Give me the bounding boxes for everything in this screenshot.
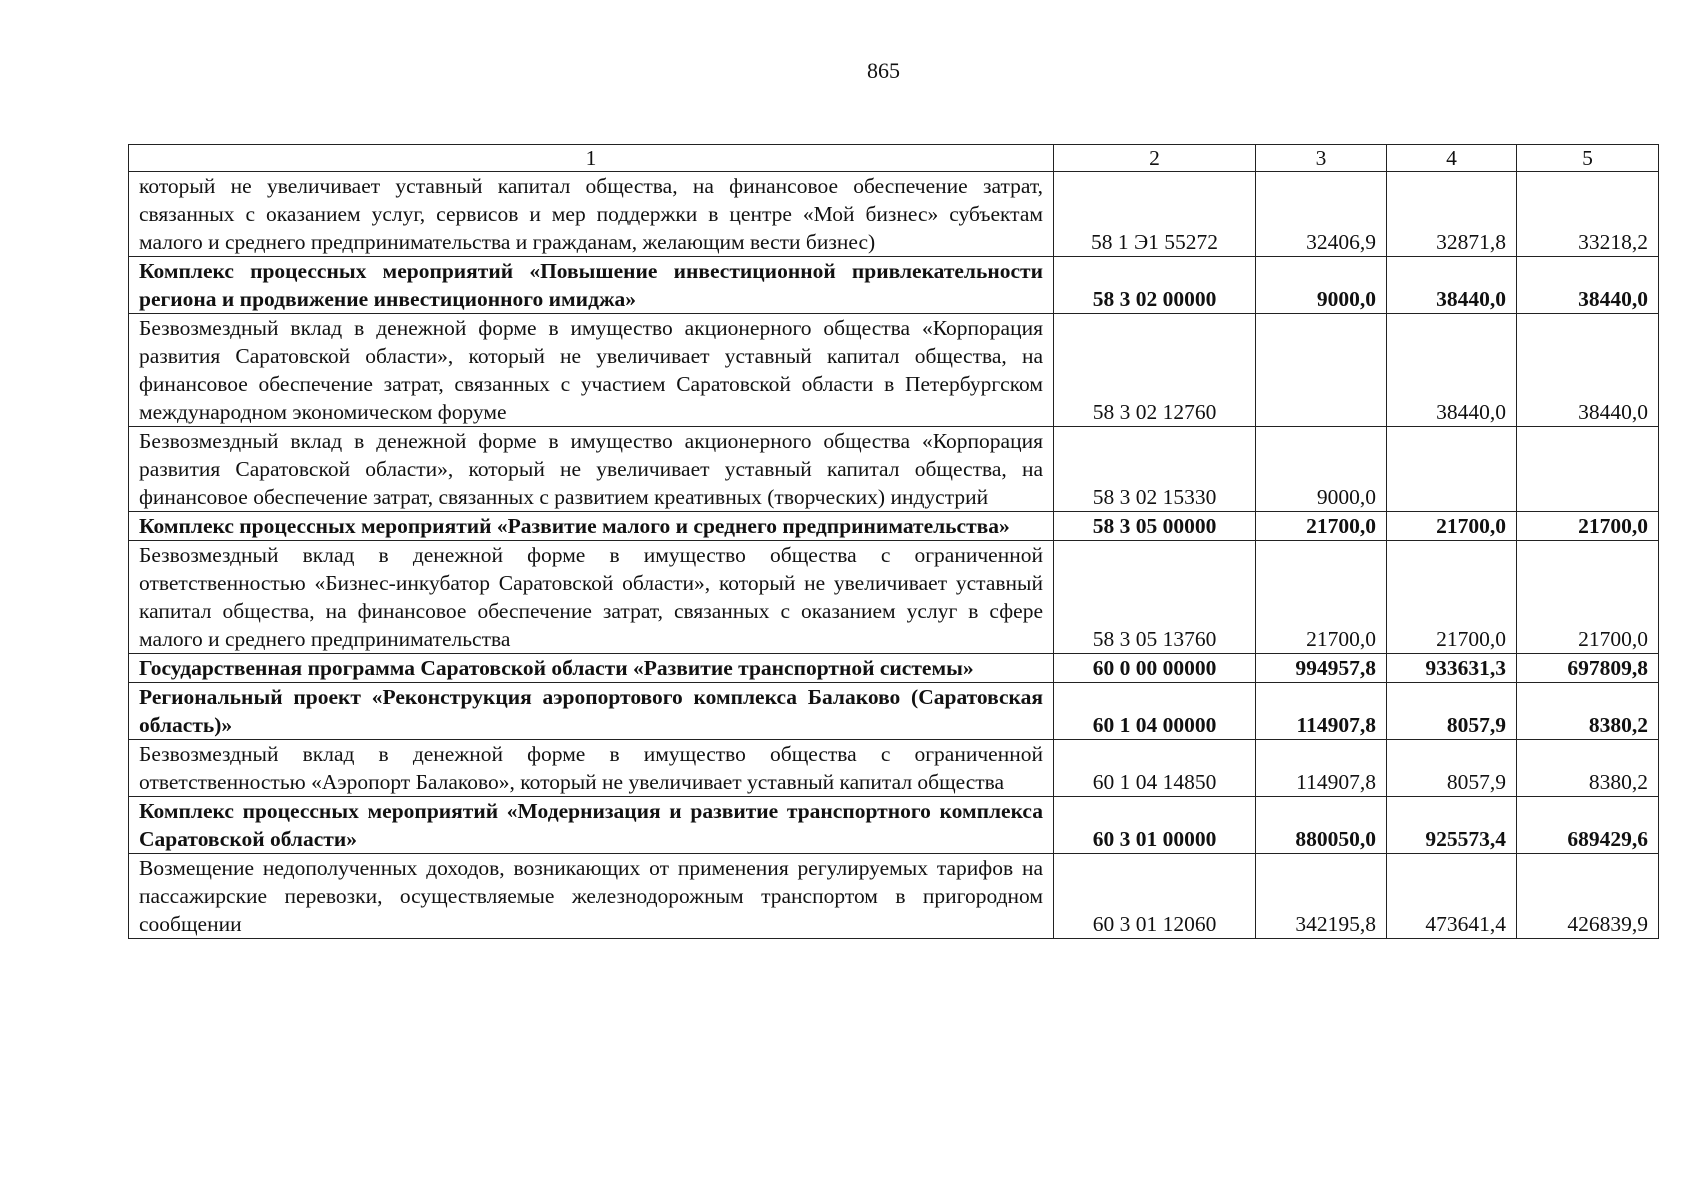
table-row xyxy=(129,854,1659,939)
column-header-3: 3 xyxy=(1256,145,1387,172)
classification-code: 60 1 04 00000 xyxy=(1054,683,1256,740)
table-body xyxy=(129,172,1659,939)
amount-col5: 21700,0 xyxy=(1517,512,1659,541)
amount-col5: 38440,0 xyxy=(1517,257,1659,314)
amount-col5: 21700,0 xyxy=(1517,541,1659,654)
amount-col3: 32406,9 xyxy=(1256,172,1387,257)
classification-code: 60 3 01 00000 xyxy=(1054,797,1256,854)
classification-code: 58 1 Э1 55272 xyxy=(1054,172,1256,257)
table-row xyxy=(129,740,1659,797)
table-row xyxy=(129,427,1659,512)
page-number: 865 xyxy=(867,58,900,83)
item-name: Безвозмездный вклад в денежной форме в имущество акционерного общества «Корпорация развития Саратовской области», который не увеличивает уставный капитал общества, на финансовое обеспечение затрат, связанных с развитием креативных (творческих) индустрий xyxy=(129,427,1054,512)
amount-col4: 21700,0 xyxy=(1387,512,1517,541)
item-name: Возмещение недополученных доходов, возникающих от применения регулируемых тарифов на пассажирские перевозки, осуществляемые железнодорожным транспортом в пригородном сообщении xyxy=(129,854,1054,939)
amount-col4: 32871,8 xyxy=(1387,172,1517,257)
amount-col5: 33218,2 xyxy=(1517,172,1659,257)
amount-col5: 38440,0 xyxy=(1517,314,1659,427)
table-row xyxy=(129,314,1659,427)
amount-col4: 8057,9 xyxy=(1387,683,1517,740)
amount-col3 xyxy=(1256,314,1387,427)
item-name: Безвозмездный вклад в денежной форме в имущество акционерного общества «Корпорация развития Саратовской области», который не увеличивает уставный капитал общества, на финансовое обеспечение затрат, связанных с участием Саратовской области в Петербургском международном экономическом форуме xyxy=(129,314,1054,427)
table-row xyxy=(129,797,1659,854)
classification-code: 60 3 01 12060 xyxy=(1054,854,1256,939)
classification-code: 60 1 04 14850 xyxy=(1054,740,1256,797)
table-row xyxy=(129,683,1659,740)
amount-col4: 8057,9 xyxy=(1387,740,1517,797)
table-row xyxy=(129,512,1659,541)
classification-code: 58 3 02 00000 xyxy=(1054,257,1256,314)
item-name: Государственная программа Саратовской области «Развитие транспортной системы» xyxy=(129,654,1054,683)
amount-col4: 925573,4 xyxy=(1387,797,1517,854)
classification-code: 60 0 00 00000 xyxy=(1054,654,1256,683)
table-row xyxy=(129,257,1659,314)
classification-code: 58 3 02 12760 xyxy=(1054,314,1256,427)
item-name: Комплекс процессных мероприятий «Повышение инвестиционной привлекательности региона и продвижение инвестиционного имиджа» xyxy=(129,257,1054,314)
amount-col3: 114907,8 xyxy=(1256,683,1387,740)
table-row xyxy=(129,172,1659,257)
amount-col5 xyxy=(1517,427,1659,512)
amount-col3: 21700,0 xyxy=(1256,541,1387,654)
amount-col5: 8380,2 xyxy=(1517,740,1659,797)
table-header-row xyxy=(129,145,1659,172)
table-row xyxy=(129,541,1659,654)
amount-col5: 689429,6 xyxy=(1517,797,1659,854)
amount-col5: 8380,2 xyxy=(1517,683,1659,740)
amount-col5: 697809,8 xyxy=(1517,654,1659,683)
amount-col5: 426839,9 xyxy=(1517,854,1659,939)
item-name: который не увеличивает уставный капитал общества, на финансовое обеспечение затрат, связанных с оказанием услуг, сервисов и мер поддержки в центре «Мой бизнес» субъектам малого и среднего предпринимательства и гражданам, желающим вести бизнес) xyxy=(129,172,1054,257)
amount-col3: 994957,8 xyxy=(1256,654,1387,683)
classification-code: 58 3 05 13760 xyxy=(1054,541,1256,654)
item-name: Региональный проект «Реконструкция аэропортового комплекса Балаково (Саратовская область)» xyxy=(129,683,1054,740)
column-header-4: 4 xyxy=(1387,145,1517,172)
column-header-2: 2 xyxy=(1054,145,1256,172)
amount-col4: 933631,3 xyxy=(1387,654,1517,683)
item-name: Безвозмездный вклад в денежной форме в имущество общества с ограниченной ответственностью «Аэропорт Балаково», который не увеличивает уставный капитал общества xyxy=(129,740,1054,797)
amount-col3: 114907,8 xyxy=(1256,740,1387,797)
classification-code: 58 3 02 15330 xyxy=(1054,427,1256,512)
classification-code: 58 3 05 00000 xyxy=(1054,512,1256,541)
amount-col4: 38440,0 xyxy=(1387,257,1517,314)
budget-table xyxy=(128,144,1659,939)
amount-col3: 9000,0 xyxy=(1256,257,1387,314)
column-header-1: 1 xyxy=(129,145,1054,172)
column-header-5: 5 xyxy=(1517,145,1659,172)
amount-col4 xyxy=(1387,427,1517,512)
item-name: Комплекс процессных мероприятий «Развитие малого и среднего предпринимательства» xyxy=(129,512,1054,541)
amount-col3: 880050,0 xyxy=(1256,797,1387,854)
amount-col3: 9000,0 xyxy=(1256,427,1387,512)
amount-col4: 473641,4 xyxy=(1387,854,1517,939)
amount-col4: 21700,0 xyxy=(1387,541,1517,654)
amount-col4: 38440,0 xyxy=(1387,314,1517,427)
amount-col3: 21700,0 xyxy=(1256,512,1387,541)
amount-col3: 342195,8 xyxy=(1256,854,1387,939)
item-name: Безвозмездный вклад в денежной форме в имущество общества с ограниченной ответственностью «Бизнес-инкубатор Саратовской области», который не увеличивает уставный капитал общества, на финансовое обеспечение затрат, связанных с оказанием услуг в сфере малого и среднего предпринимательства xyxy=(129,541,1054,654)
item-name: Комплекс процессных мероприятий «Модернизация и развитие транспортного комплекса Саратовской области» xyxy=(129,797,1054,854)
table-row xyxy=(129,654,1659,683)
